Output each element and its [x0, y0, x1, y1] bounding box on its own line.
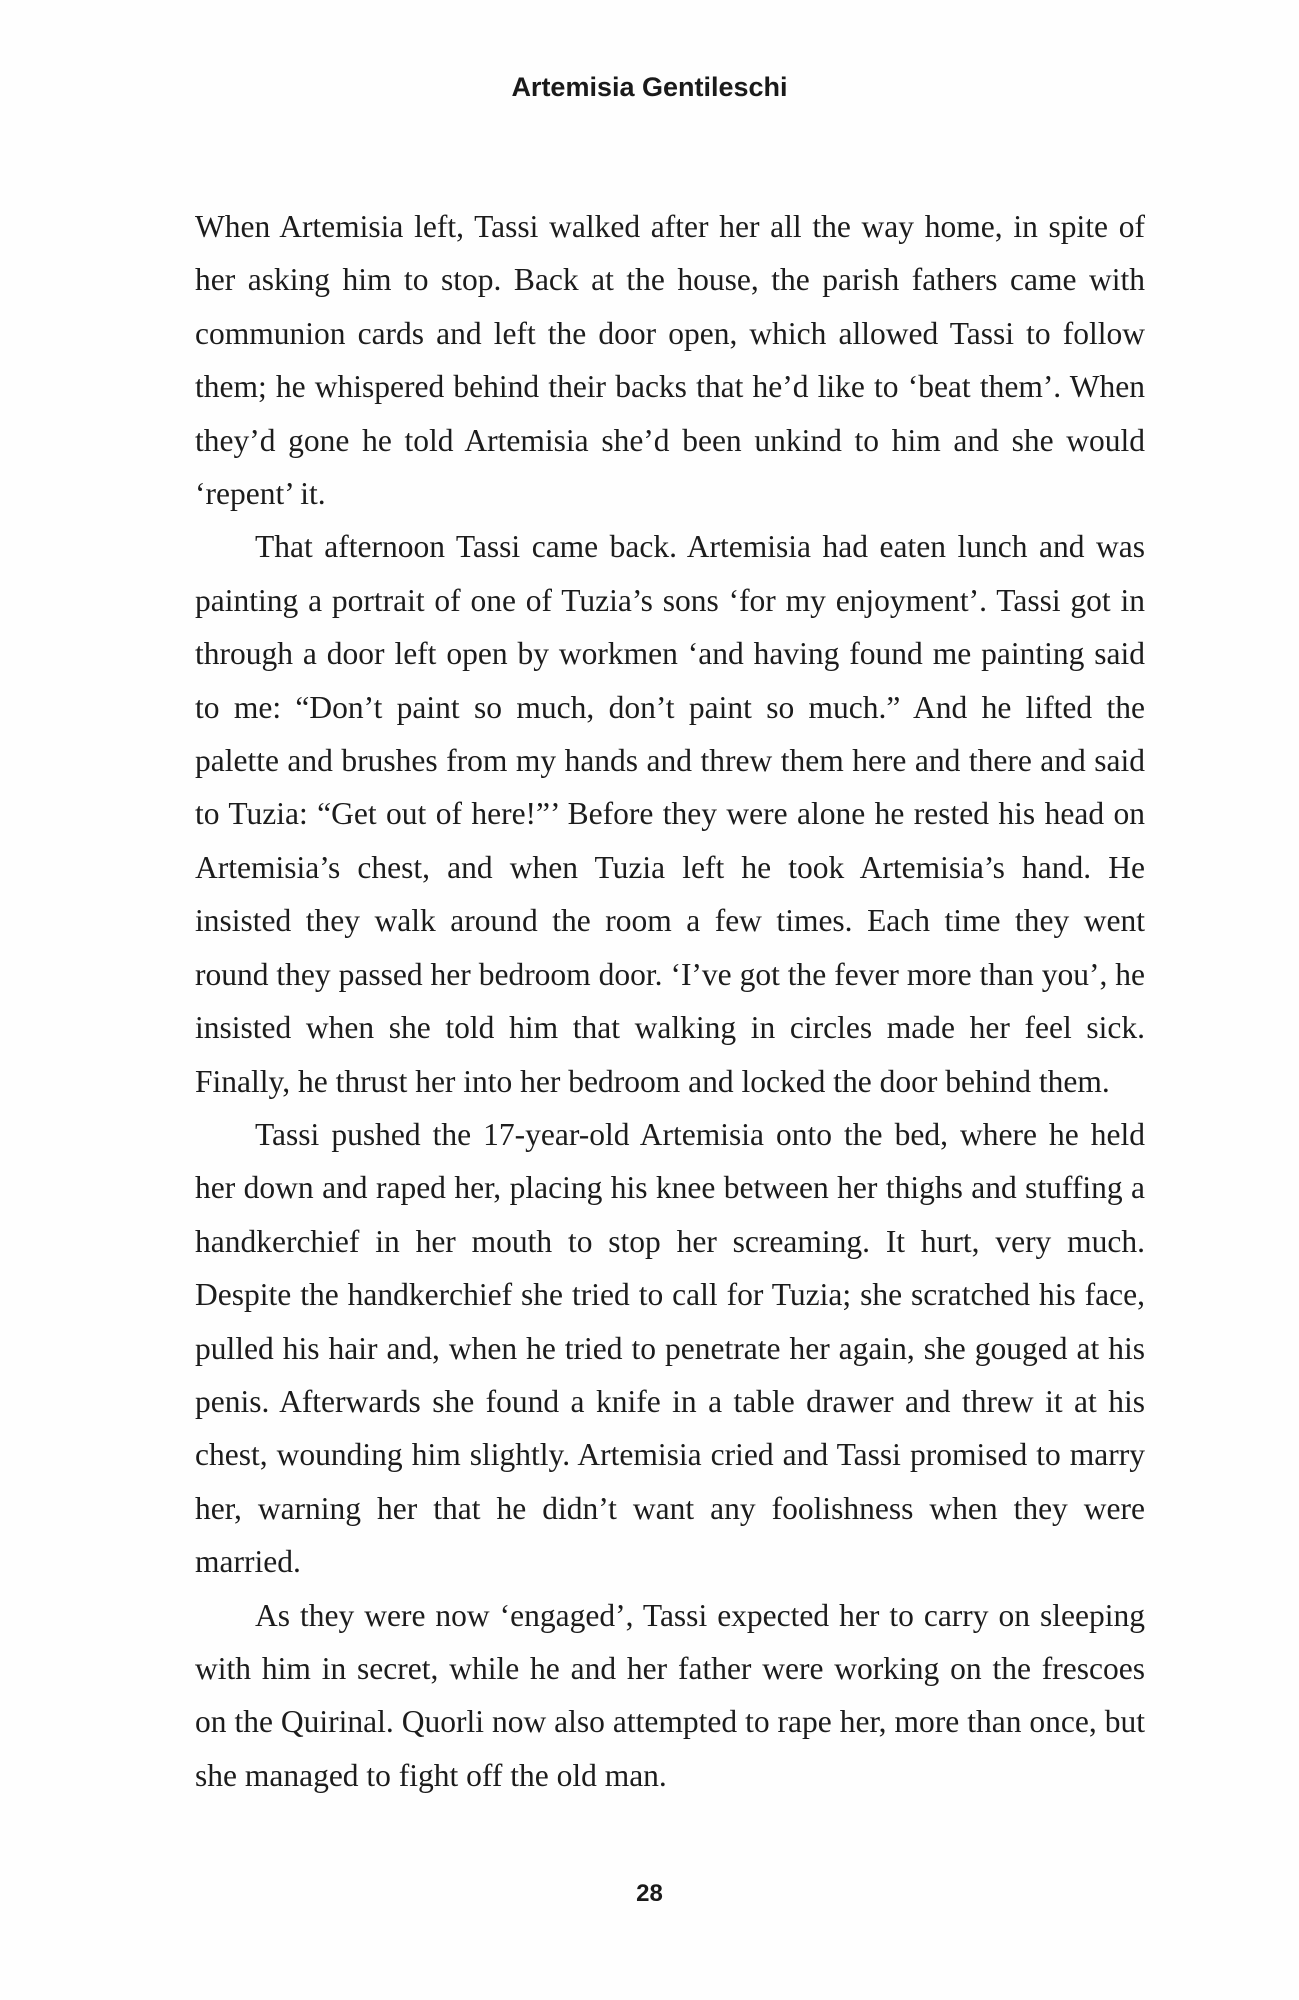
paragraph: As they were now ‘engaged’, Tassi expected her to carry on sleeping with him in secret, while he and her father were working on the frescoes on the Quirinal. Quorli now also attempted to rape her, more than once, but she managed to fight off the old man. — [195, 1597, 1145, 1793]
paragraph: Tassi pushed the 17-year-old Artemisia onto the bed, where he held her down and raped her, placing his knee between her thighs and stuffing a handkerchief in her mouth to stop her screaming. It hurt, very much. Despite the handkerchief she tried to call for Tuzia; she scratched his face, pulled his hair and, when he tried to penetrate her again, she gouged at his penis. Afterwards she found a knife in a table drawer and threw it at his chest, wounding him slightly. Artemisia cried and Tassi promised to marry her, warning her that he didn’t want any foolishness when they were married. — [195, 1116, 1145, 1580]
page-number: 28 — [636, 1880, 663, 1907]
paragraph: When Artemisia left, Tassi walked after her all the way home, in spite of her asking him to stop. Back at the house, the parish fathers came with communion cards and left the door open, which allowed Tassi to follow them; he whispered behind their backs that he’d like to ‘beat them’. When they’d gone he told Artemisia she’d been unkind to him and she would ‘repent’ it. — [195, 209, 1145, 512]
body-text — [195, 200, 1145, 1802]
paragraph: That afternoon Tassi came back. Artemisia had eaten lunch and was painting a portrait of one of Tuzia’s sons ‘for my enjoyment’. Tassi got in through a door left open by workmen ‘and having found me painting said to me: “Don’t paint so much, don’t paint so much.” And he lifted the palette and brushes from my hands and threw them here and there and said to Tuzia: “Get out of here!”’ Before they were alone he rested his head on Artemisia’s chest, and when Tuzia left he took Artemisia’s hand. He insisted they walk around the room a few times. Each time they went round they passed her bedroom door. ‘I’ve got the fever more than you’, he insisted when she told him that walking in circles made her feel sick. Finally, he thrust her into her bedroom and locked the door behind them. — [195, 529, 1145, 1099]
running-head-title: Artemisia Gentileschi — [511, 72, 788, 102]
